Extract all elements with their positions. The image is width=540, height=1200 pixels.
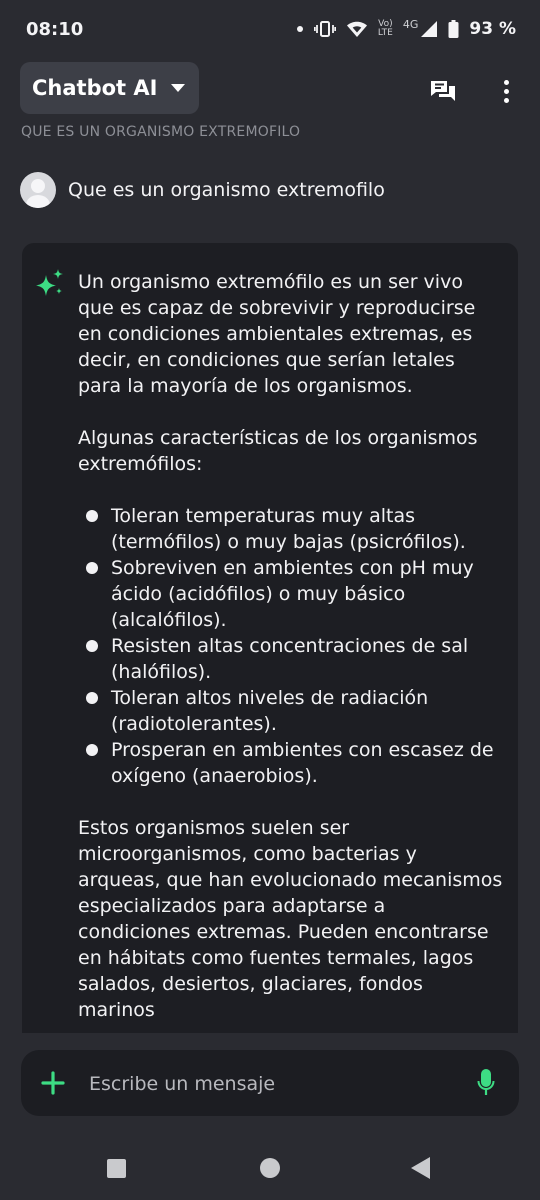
status-icons	[296, 19, 516, 39]
message-composer	[21, 1050, 519, 1116]
avatar-body	[26, 195, 50, 208]
wifi-icon	[346, 20, 368, 38]
recents-square-icon[interactable]	[107, 1159, 126, 1178]
answer-closing: Estos organismos suelen ser microorganismos, como bacterias y arqueas, que han evolucionado mecanismos especializados para adaptarse a condiciones extremas. Pueden encontrarse en hábitats como fuentes termales, lagos salados, desiertos, glaciares, fondos marinos	[78, 817, 503, 1021]
more-options-button[interactable]	[494, 76, 518, 106]
avatar-head	[31, 179, 45, 193]
chevron-down-icon	[171, 84, 185, 92]
chats-icon	[428, 76, 458, 106]
back-triangle-icon[interactable]	[411, 1157, 430, 1179]
message-input[interactable]	[87, 1064, 471, 1104]
mic-icon[interactable]	[477, 1068, 495, 1098]
more-vert-icon-dot	[504, 98, 509, 103]
sparkle-icon	[32, 267, 66, 301]
notification-dot-icon	[296, 25, 304, 33]
characteristics-heading: Algunas características de los organismos extremófilos:	[78, 427, 478, 475]
lte-label: LTE	[377, 28, 393, 38]
answer-intro: Un organismo extremófilo es un ser vivo que es capaz de sobrevivir y reproducirse en condiciones ambientales extremas, es decir, en condiciones que serían letales para la mayoría de los organismos.	[78, 271, 476, 397]
list-item: Resisten altas concentraciones de sal (halófilos).	[78, 633, 503, 685]
home-circle-icon[interactable]	[260, 1158, 280, 1178]
chats-button[interactable]	[428, 76, 458, 106]
list-item: Prosperan en ambientes con escasez de oxígeno (anaerobios).	[78, 737, 503, 789]
system-nav-bar	[0, 1136, 540, 1200]
status-bar	[0, 0, 540, 58]
user-message: Que es un organismo extremofilo	[68, 179, 385, 201]
list-item: Sobreviven en ambientes con pH muy ácido (acidófilos) o muy básico (alcalófilos).	[78, 555, 503, 633]
battery-icon	[448, 20, 459, 38]
battery-percent: 93 %	[469, 19, 516, 39]
network-4g-icon	[403, 20, 439, 38]
conversation-title: QUE ES UN ORGANISMO EXTREMOFILO	[21, 124, 301, 140]
add-icon[interactable]	[41, 1071, 65, 1095]
characteristics-list	[78, 503, 503, 789]
list-item: Toleran altos niveles de radiación (radiotolerantes).	[78, 685, 503, 737]
volte-label: Vo)	[378, 19, 393, 29]
volte-lte-icon	[378, 20, 393, 38]
user-avatar	[20, 172, 56, 208]
more-vert-icon-dot	[504, 80, 509, 85]
more-vert-icon-dot	[504, 89, 509, 94]
vibrate-icon	[314, 20, 336, 38]
bot-answer-card	[22, 243, 518, 1033]
user-message-row	[20, 172, 385, 208]
top-bar	[0, 60, 540, 116]
status-time: 08:10	[26, 18, 84, 40]
network-gen-label: 4G	[402, 18, 419, 31]
model-name: Chatbot AI	[32, 76, 158, 100]
list-item: Toleran temperaturas muy altas (termófilos) o muy bajas (psicrófilos).	[78, 503, 503, 555]
model-selector[interactable]	[20, 62, 199, 114]
answer-text	[78, 269, 503, 1023]
